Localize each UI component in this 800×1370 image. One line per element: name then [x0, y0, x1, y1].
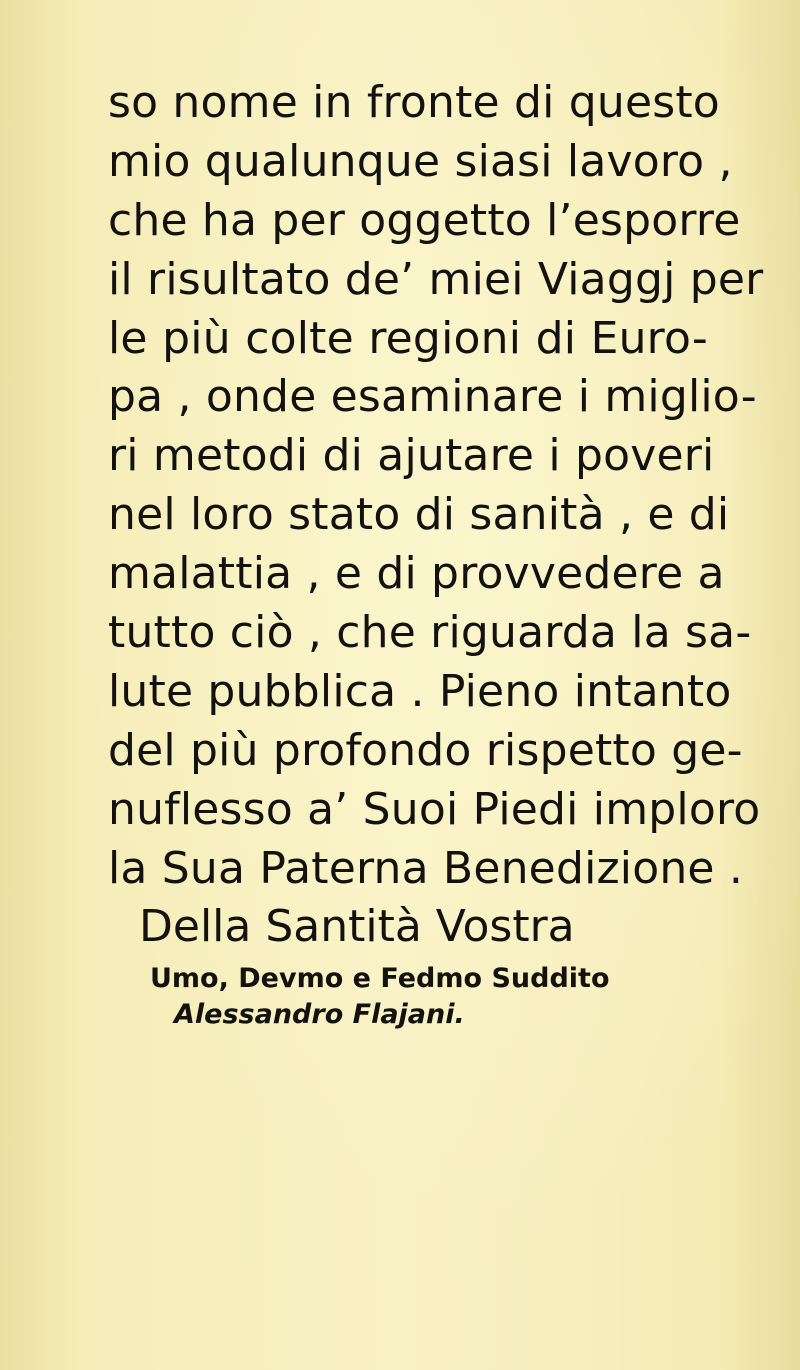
text-line-10: tutto ciò , che riguarda la sa-: [108, 607, 752, 659]
text-line-2: mio qualunque siasi lavoro ,: [108, 135, 733, 187]
text-line-4: il risultato de’ miei Viaggj per: [108, 253, 764, 305]
text-line-1: so nome in fronte di questo: [108, 77, 720, 128]
text-line-11: lute pubblica . Pieno intanto: [108, 665, 732, 717]
signature-titles: Umo, Devmo e Fedmo Suddito: [150, 963, 610, 995]
text-line-14: la Sua Paterna Benedizione .: [108, 842, 744, 894]
text-line-13: nuflesso a’ Suoi Piedi imploro: [108, 783, 761, 835]
text-line-7: ri metodi di ajutare i poveri: [108, 430, 715, 482]
text-line-3: che ha per oggetto l’esporre: [108, 194, 741, 246]
closing-salutation: Della Santità Vostra: [139, 901, 575, 953]
text-line-12: del più profondo rispetto ge-: [108, 724, 743, 776]
page-text: [108, 74, 788, 1033]
text-line-5: le più colte regioni di Euro-: [108, 312, 708, 364]
text-line-6: pa , onde esaminare i miglio-: [108, 371, 757, 423]
text-line-8: nel loro stato di sanità , e di: [108, 489, 730, 541]
signature-name: Alessandro Flajani.: [174, 999, 465, 1031]
text-line-9: malattia , e di provvedere a: [108, 548, 725, 600]
